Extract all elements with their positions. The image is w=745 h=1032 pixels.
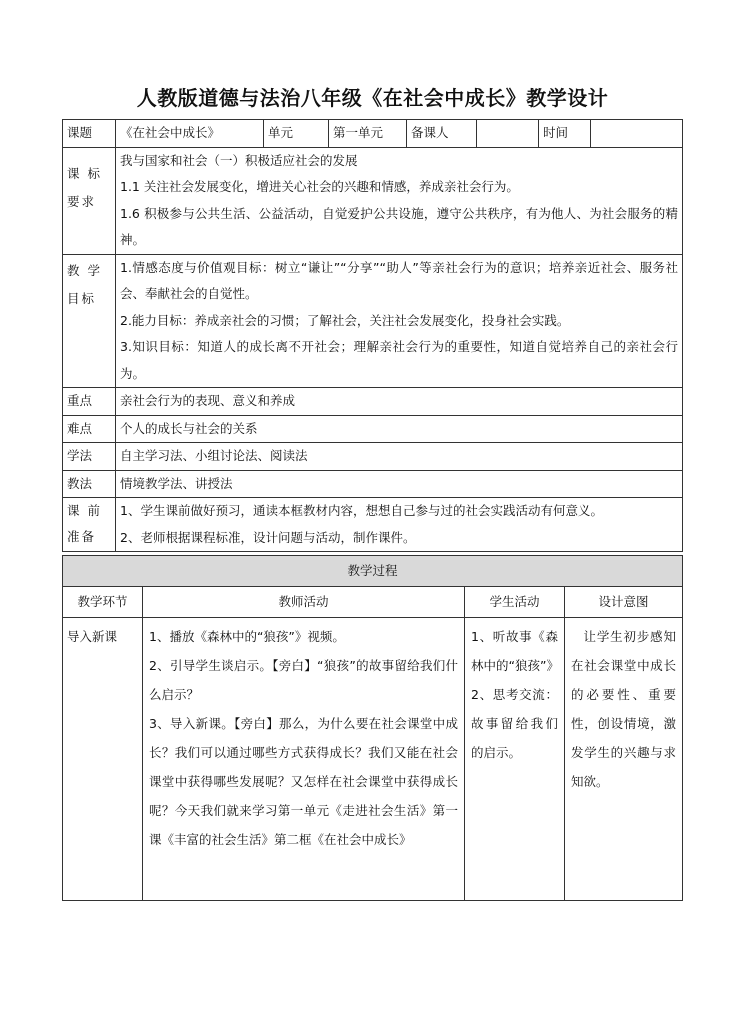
header-stage: 教学环节 xyxy=(63,587,143,618)
teacher-label: 备课人 xyxy=(407,120,477,148)
teacher-activity-item: 2、引导学生谈启示。【旁白】“狼孩”的故事留给我们什么启示？ xyxy=(149,658,458,702)
standard-line: 1.1 关注社会发展变化，增进关心社会的兴趣和情感，养成亲社会行为。 xyxy=(120,179,519,194)
goal-line: 2.能力目标：养成亲社会的习惯；了解社会，关注社会发展变化，投身社会实践。 xyxy=(120,312,570,328)
standard-line: 我与国家和社会（一）积极适应社会的发展 xyxy=(120,152,358,168)
goal-line: 3.知识目标：知道人的成长离不开社会；理解亲社会行为的重要性，知道自觉培养自己的亲社会行为。 xyxy=(120,339,678,381)
goal-line: 1.情感态度与价值观目标：树立“谦让”“分享”“助人”等亲社会行为的意识；培养亲近社会、服务社会、奉献社会的自觉性。 xyxy=(120,259,678,301)
standard-line: 1.6 积极参与公共生活、公益活动，自觉爱护公共设施，遵守公共秩序，有为他人、为社会服务的精神。 xyxy=(120,205,678,247)
student-activity-cell xyxy=(465,618,565,901)
teach-method-value: 情境教学法、讲授法 xyxy=(116,470,683,498)
goals-content xyxy=(116,254,683,388)
standard-label: 课 标 要求 xyxy=(63,147,116,254)
prep-line: 2、老师根据课程标准，设计问题与活动，制作课件。 xyxy=(120,529,416,545)
standard-content xyxy=(116,147,683,254)
process-title: 教学过程 xyxy=(63,556,683,587)
difficulty-value: 个人的成长与社会的关系 xyxy=(116,415,683,443)
student-activity-item: 2、思考交流：故事留给我们的启示。 xyxy=(471,687,558,760)
key-value: 亲社会行为的表现、意义和养成 xyxy=(116,388,683,416)
difficulty-label: 难点 xyxy=(63,415,116,443)
time-label: 时间 xyxy=(539,120,591,148)
lesson-info-table xyxy=(62,119,683,552)
stage-cell: 导入新课 xyxy=(63,618,143,901)
time-value xyxy=(591,120,683,148)
prep-label: 课 前 准备 xyxy=(63,498,116,552)
teacher-activity-cell xyxy=(143,618,465,901)
study-method-value: 自主学习法、小组讨论法、阅读法 xyxy=(116,443,683,471)
teaching-process-table xyxy=(62,555,683,901)
teacher-activity-item: 3、导入新课。【旁白】那么，为什么要在社会课堂中成长？我们可以通过哪些方式获得成长？我们又能在社会课堂中获得哪些发展呢？又怎样在社会课堂中获得成长呢？今天我们就来学习第一单元《走进社会生活》第一课《丰富的社会生活》第二框《在社会中成长》 xyxy=(149,716,458,847)
teach-method-label: 教法 xyxy=(63,470,116,498)
key-label: 重点 xyxy=(63,388,116,416)
teacher-value xyxy=(477,120,539,148)
unit-label: 单元 xyxy=(264,120,329,148)
student-activity-item: 1、听故事《森林中的“狼孩”》 xyxy=(471,629,559,673)
goals-label: 教 学 目标 xyxy=(63,254,116,388)
study-method-label: 学法 xyxy=(63,443,116,471)
unit-value: 第一单元 xyxy=(329,120,407,148)
header-intent: 设计意图 xyxy=(565,587,683,618)
course-label: 课题 xyxy=(63,120,116,148)
table-row xyxy=(63,618,683,901)
prep-content xyxy=(116,498,683,552)
design-intent-cell: 让学生初步感知在社会课堂中成长的必要性、重要性，创设情境，激发学生的兴趣与求知欲。 xyxy=(565,618,683,901)
prep-line: 1、学生课前做好预习，通读本框教材内容，想想自己参与过的社会实践活动有何意义。 xyxy=(120,503,603,518)
teacher-activity-item: 1、播放《森林中的“狼孩”》视频。 xyxy=(149,629,345,644)
header-student: 学生活动 xyxy=(465,587,565,618)
header-teacher: 教师活动 xyxy=(143,587,465,618)
course-value: 《在社会中成长》 xyxy=(116,120,264,148)
page-title: 人教版道德与法治八年级《在社会中成长》教学设计 xyxy=(136,86,609,110)
